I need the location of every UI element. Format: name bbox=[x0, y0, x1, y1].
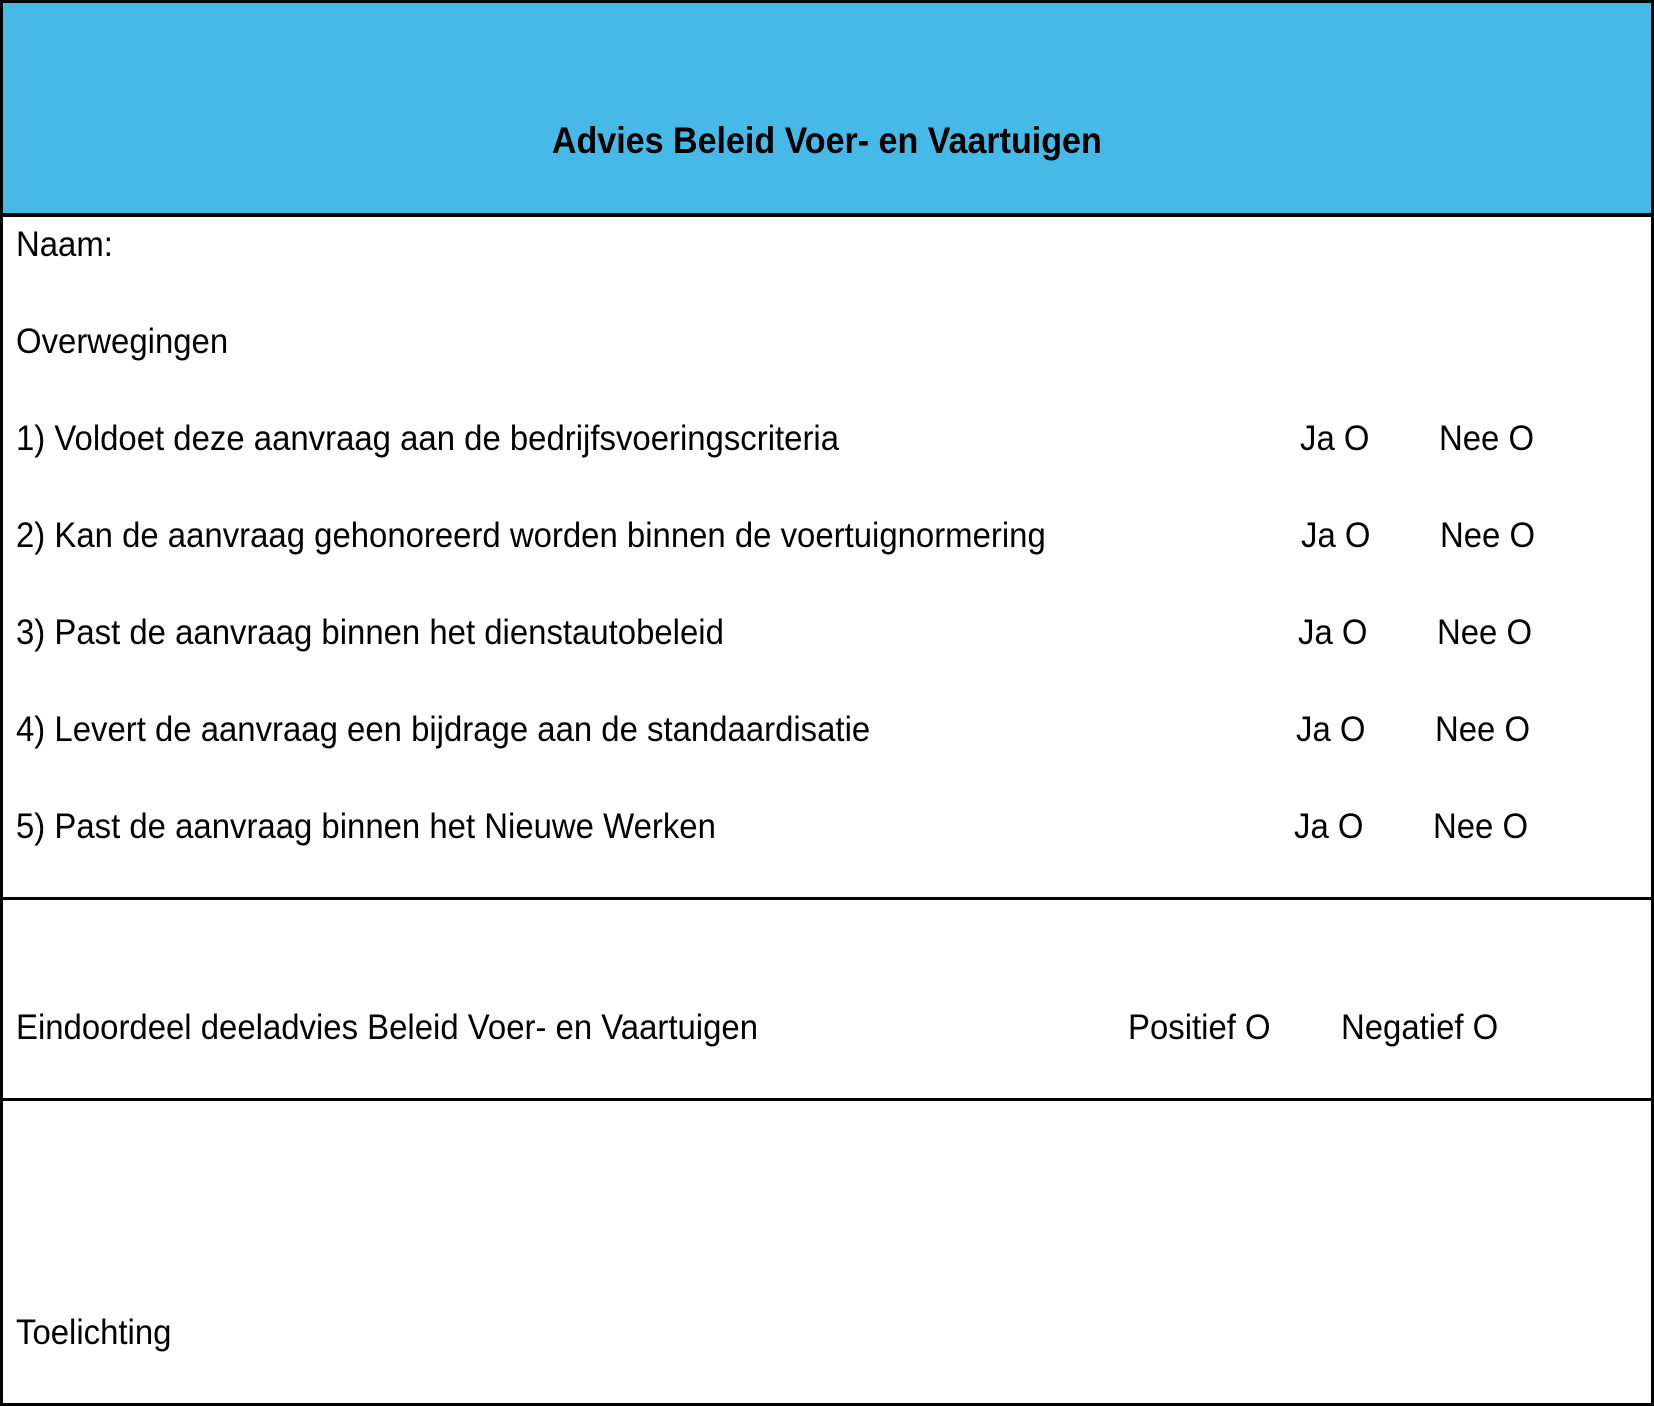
question-3 bbox=[16, 613, 769, 653]
question-4-no-radio[interactable] bbox=[1435, 710, 1536, 750]
question-1 bbox=[16, 419, 892, 459]
question-3-yes-radio[interactable] bbox=[1298, 613, 1372, 653]
form-title bbox=[3, 120, 1651, 162]
yes-option-label: Ja O bbox=[1294, 807, 1364, 846]
question-4 bbox=[16, 710, 925, 750]
section-divider bbox=[3, 897, 1651, 900]
question-text: 5) Past de aanvraag binnen het Nieuwe Werken bbox=[16, 807, 716, 846]
question-text: 1) Voldoet deze aanvraag aan de bedrijfsvoeringscriteria bbox=[16, 419, 840, 458]
question-2 bbox=[16, 516, 1111, 556]
no-option-label: Nee O bbox=[1437, 613, 1533, 652]
section-heading-overwegingen bbox=[16, 322, 242, 362]
question-1-yes-radio[interactable] bbox=[1300, 419, 1374, 459]
form-title-text: Advies Beleid Voer- en Vaartuigen bbox=[552, 120, 1102, 161]
question-3-no-radio[interactable] bbox=[1437, 613, 1538, 653]
no-option-label: Nee O bbox=[1440, 516, 1536, 555]
positive-option-label: Positief O bbox=[1128, 1008, 1271, 1047]
form-header bbox=[3, 3, 1651, 217]
question-5-yes-radio[interactable] bbox=[1294, 807, 1368, 847]
question-1-no-radio[interactable] bbox=[1439, 419, 1540, 459]
negative-radio[interactable] bbox=[1341, 1008, 1508, 1048]
question-text: 3) Past de aanvraag binnen het dienstautobeleid bbox=[16, 613, 724, 652]
question-5-no-radio[interactable] bbox=[1433, 807, 1534, 847]
final-judgement-label bbox=[16, 1008, 805, 1048]
question-2-no-radio[interactable] bbox=[1440, 516, 1541, 556]
name-field-label[interactable] bbox=[16, 225, 119, 265]
positive-radio[interactable] bbox=[1128, 1008, 1280, 1048]
section-heading-text: Overwegingen bbox=[16, 322, 229, 361]
yes-option-label: Ja O bbox=[1301, 516, 1371, 555]
no-option-label: Nee O bbox=[1433, 807, 1529, 846]
negative-option-label: Negatief O bbox=[1341, 1008, 1499, 1047]
explanation-field-label[interactable] bbox=[16, 1313, 181, 1353]
explanation-label-text: Toelichting bbox=[16, 1313, 172, 1352]
final-judgement-text: Eindoordeel deeladvies Beleid Voer- en Vaartuigen bbox=[16, 1008, 758, 1047]
yes-option-label: Ja O bbox=[1300, 419, 1370, 458]
no-option-label: Nee O bbox=[1435, 710, 1531, 749]
section-divider bbox=[3, 1098, 1651, 1101]
question-2-yes-radio[interactable] bbox=[1301, 516, 1375, 556]
question-5 bbox=[16, 807, 761, 847]
no-option-label: Nee O bbox=[1439, 419, 1535, 458]
question-4-yes-radio[interactable] bbox=[1296, 710, 1370, 750]
question-text: 2) Kan de aanvraag gehonoreerd worden binnen de voertuignormering bbox=[16, 516, 1046, 555]
question-text: 4) Levert de aanvraag een bijdrage aan de standaardisatie bbox=[16, 710, 871, 749]
yes-option-label: Ja O bbox=[1298, 613, 1368, 652]
name-label-text: Naam: bbox=[16, 225, 113, 264]
yes-option-label: Ja O bbox=[1296, 710, 1366, 749]
